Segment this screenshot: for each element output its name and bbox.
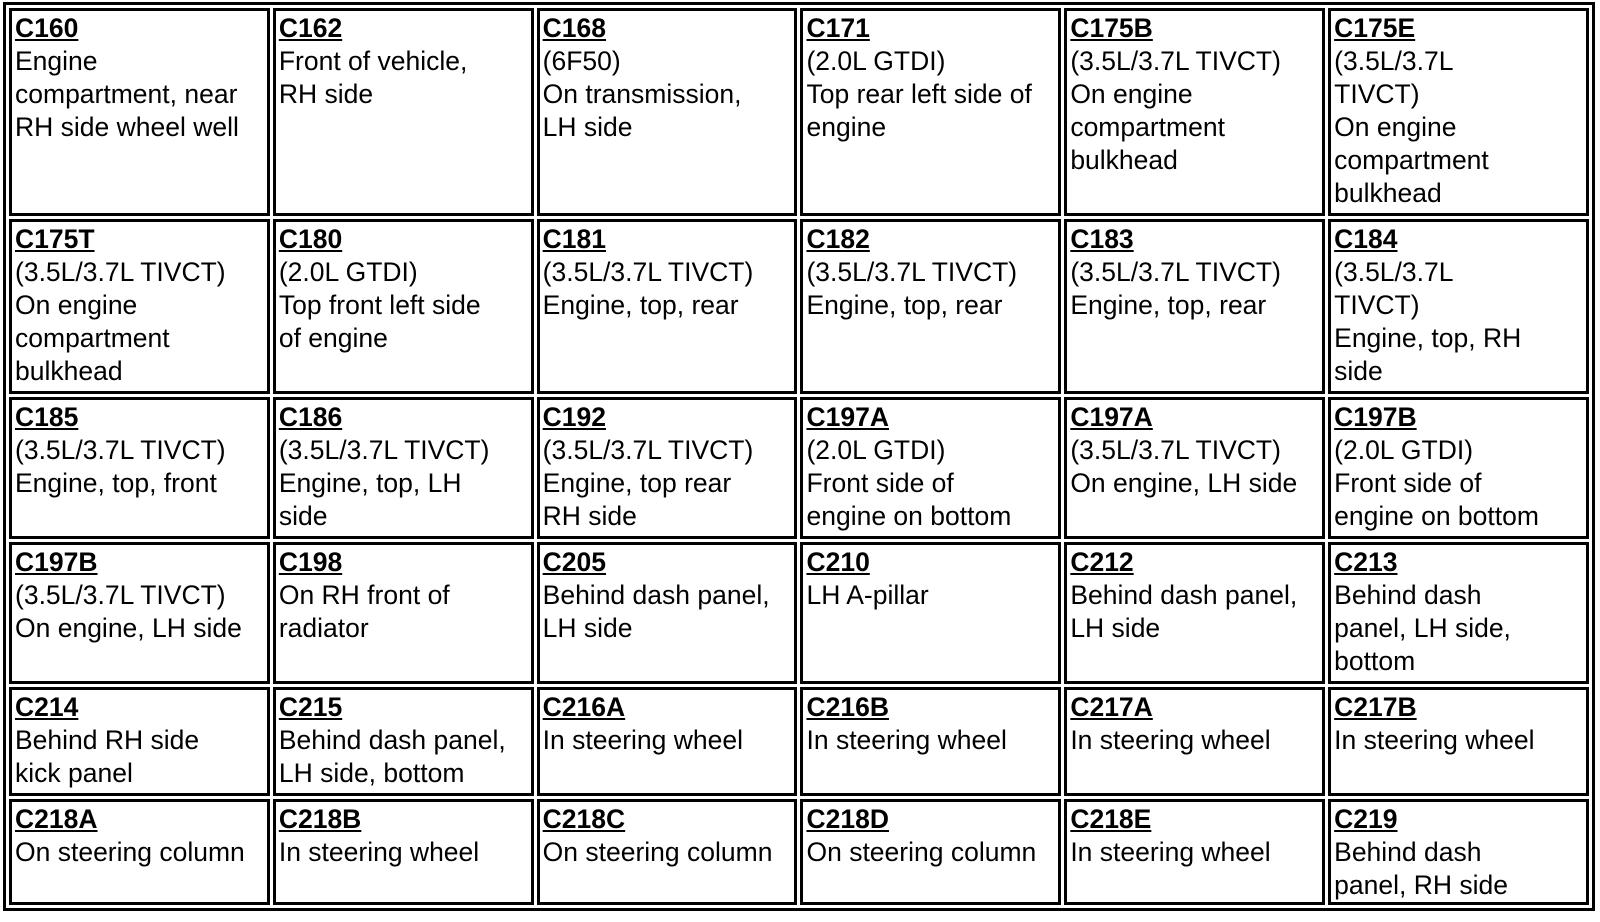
table-row [9, 799, 1589, 905]
connector-id: C213 [1334, 547, 1398, 577]
connector-id: C184 [1334, 224, 1398, 254]
connector-cell [1328, 397, 1589, 539]
connector-cell [537, 799, 798, 905]
connector-id: C218E [1070, 804, 1152, 834]
connector-id: C210 [806, 547, 870, 577]
connector-id: C186 [278, 402, 343, 432]
connector-cell [537, 397, 798, 539]
connector-cell [1064, 687, 1325, 796]
connector-location: In steering wheel [278, 837, 480, 867]
connector-cell [537, 687, 798, 796]
connector-location: Behind dash panel, RH side [1334, 837, 1508, 900]
connector-cell [1328, 219, 1589, 394]
connector-id: C217B [1334, 692, 1417, 722]
connector-location: On steering column [15, 837, 245, 867]
connector-cell [537, 8, 798, 216]
connector-cell [1328, 687, 1589, 796]
connector-location-table [3, 2, 1595, 911]
connector-id: C197B [1334, 402, 1417, 432]
connector-location: (3.5L/3.7L TIVCT) On engine, LH side [15, 580, 242, 643]
connector-location: (3.5L/3.7L TIVCT) On engine compartment bulkhead [1070, 46, 1281, 175]
connector-id: C175T [15, 224, 95, 254]
connector-location: (3.5L/3.7L TIVCT) Engine, top rear RH side [542, 435, 754, 531]
connector-location: (3.5L/3.7L TIVCT) Engine, top, LH side [278, 435, 490, 531]
connector-cell [537, 219, 798, 394]
connector-id: C160 [15, 13, 79, 43]
connector-cell [273, 687, 534, 796]
connector-location: In steering wheel [1070, 837, 1271, 867]
connector-cell [800, 687, 1061, 796]
connector-id: C205 [542, 547, 607, 577]
connector-cell [800, 8, 1061, 216]
connector-cell [1328, 799, 1589, 905]
table-row [9, 687, 1589, 796]
connector-location: Behind dash panel, LH side [542, 580, 770, 643]
connector-location: Behind dash panel, LH side, bottom [1334, 580, 1511, 676]
connector-cell [9, 219, 270, 394]
connector-location: (3.5L/3.7L TIVCT) On engine compartment bulkhead [15, 257, 226, 386]
connector-location: (6F50) On transmission, LH side [542, 46, 742, 142]
connector-cell [9, 8, 270, 216]
connector-id: C192 [542, 402, 607, 432]
connector-cell [800, 219, 1061, 394]
connector-id: C182 [806, 224, 870, 254]
connector-cell [9, 687, 270, 796]
connector-id: C219 [1334, 804, 1398, 834]
connector-cell [1064, 799, 1325, 905]
connector-cell [273, 397, 534, 539]
connector-cell [800, 799, 1061, 905]
connector-id: C181 [542, 224, 607, 254]
connector-id: C197A [1070, 402, 1153, 432]
connector-id: C197A [806, 402, 889, 432]
connector-cell [800, 397, 1061, 539]
connector-id: C168 [542, 13, 607, 43]
table-row [9, 219, 1589, 394]
connector-id: C180 [278, 224, 343, 254]
connector-id: C162 [278, 13, 343, 43]
table-row [9, 397, 1589, 539]
connector-id: C215 [278, 692, 343, 722]
connector-id: C185 [15, 402, 79, 432]
connector-cell [9, 397, 270, 539]
connector-location: (2.0L GTDI) Top rear left side of engine [806, 46, 1032, 142]
connector-id: C218D [806, 804, 889, 834]
connector-location: On steering column [806, 837, 1037, 867]
connector-cell [537, 542, 798, 684]
connector-cell [9, 542, 270, 684]
connector-id: C214 [15, 692, 79, 722]
connector-id: C217A [1070, 692, 1153, 722]
connector-cell [273, 8, 534, 216]
connector-location: (3.5L/3.7L TIVCT) Engine, top, front [15, 435, 226, 498]
connector-cell [1064, 397, 1325, 539]
connector-location: In steering wheel [1334, 725, 1535, 755]
connector-id: C216B [806, 692, 889, 722]
connector-location: In steering wheel [806, 725, 1007, 755]
connector-location: Front of vehicle, RH side [278, 46, 468, 109]
connector-location: (3.5L/3.7L TIVCT) Engine, top, rear [1070, 257, 1281, 320]
connector-location: (3.5L/3.7L TIVCT) On engine compartment bulkhead [1334, 46, 1489, 208]
connector-location: (2.0L GTDI) Top front left side of engine [278, 257, 481, 353]
connector-id: C218C [542, 804, 626, 834]
connector-id: C218A [15, 804, 98, 834]
connector-cell [1328, 542, 1589, 684]
connector-location: (2.0L GTDI) Front side of engine on bottom [806, 435, 1012, 531]
connector-id: C212 [1070, 547, 1134, 577]
connector-id: C216A [542, 692, 626, 722]
connector-location: Behind RH side kick panel [15, 725, 200, 788]
connector-location: On steering column [542, 837, 773, 867]
connector-location: (2.0L GTDI) Front side of engine on bottom [1334, 435, 1539, 531]
connector-id: C175B [1070, 13, 1153, 43]
connector-cell [273, 219, 534, 394]
connector-id: C175E [1334, 13, 1416, 43]
connector-location: LH A-pillar [806, 580, 929, 610]
table-row [9, 542, 1589, 684]
connector-location: (3.5L/3.7L TIVCT) On engine, LH side [1070, 435, 1298, 498]
connector-id: C171 [806, 13, 870, 43]
connector-location: In steering wheel [1070, 725, 1271, 755]
connector-cell [1064, 8, 1325, 216]
connector-id: C183 [1070, 224, 1134, 254]
connector-cell [800, 542, 1061, 684]
connector-cell [273, 799, 534, 905]
table-row [9, 8, 1589, 216]
connector-cell [273, 542, 534, 684]
connector-location: (3.5L/3.7L TIVCT) Engine, top, rear [806, 257, 1018, 320]
connector-location: Engine compartment, near RH side wheel well [15, 46, 239, 142]
connector-location: Behind dash panel, LH side, bottom [278, 725, 506, 788]
connector-id: C218B [278, 804, 362, 834]
connector-location: On RH front of radiator [278, 580, 450, 643]
connector-cell [1064, 542, 1325, 684]
connector-cell [1064, 219, 1325, 394]
connector-location: (3.5L/3.7L TIVCT) Engine, top, rear [542, 257, 754, 320]
connector-cell [9, 799, 270, 905]
connector-id: C197B [15, 547, 98, 577]
connector-location: Behind dash panel, LH side [1070, 580, 1298, 643]
connector-location: (3.5L/3.7L TIVCT) Engine, top, RH side [1334, 257, 1522, 386]
connector-cell [1328, 8, 1589, 216]
connector-location: In steering wheel [542, 725, 743, 755]
connector-id: C198 [278, 547, 343, 577]
